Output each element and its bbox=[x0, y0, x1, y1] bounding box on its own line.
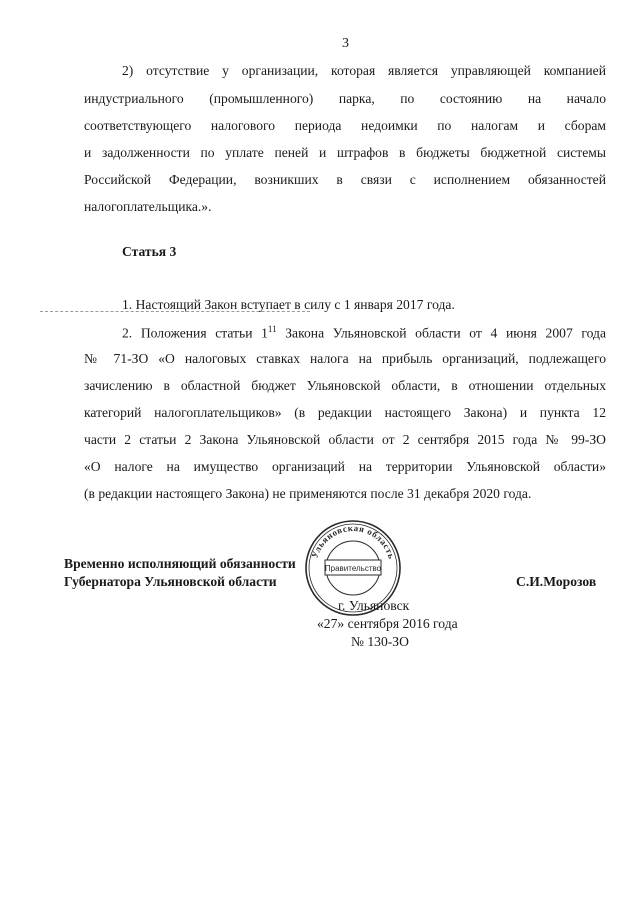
paragraph-line: соответствующего налогового периода недоимки по налогам и сборам bbox=[84, 118, 606, 133]
article-heading: Статья 3 bbox=[122, 244, 177, 259]
footer-number: № 130-ЗО bbox=[351, 634, 409, 649]
paragraph-line: и задолженности по уплате пеней и штрафов в бюджеты бюджетной системы bbox=[84, 145, 606, 160]
signature-title-line-2: Губернатора Ульяновской области bbox=[64, 574, 277, 589]
footer-city: г. Ульяновск bbox=[338, 598, 410, 613]
clause-2-line: «О налоге на имущество организаций на территории Ульяновской области» bbox=[84, 459, 606, 474]
clause-2-line: зачислению в областной бюджет Ульяновской области, в отношении отдельных bbox=[84, 378, 606, 393]
seal-outer-text: Ульяновская область bbox=[309, 522, 397, 561]
clause-1: 1. Настоящий Закон вступает в силу с 1 января 2017 года. bbox=[122, 297, 455, 312]
clause-2-line: категорий налогоплательщиков» (в редакции настоящего Закона) и пункта 12 bbox=[84, 405, 606, 420]
page-number: 3 bbox=[342, 36, 349, 51]
clause-2-first-post: Закона Ульяновской области от 4 июня 2007 года bbox=[276, 325, 606, 341]
clause-2-first-pre: 2. Положения статьи 1 bbox=[122, 325, 268, 341]
clause-2-line: части 2 статьи 2 Закона Ульяновской области от 2 сентября 2015 года № 99-ЗО bbox=[84, 432, 606, 447]
clause-2-line: № 71-ЗО «О налоговых ставках налога на прибыль организаций, подлежащего bbox=[84, 351, 606, 366]
paragraph-line: налогоплательщика.». bbox=[84, 199, 212, 214]
footer-date: «27» сентября 2016 года bbox=[317, 616, 458, 631]
clause-2-first-line bbox=[122, 325, 606, 340]
paragraph-line: индустриального (промышленного) парка, по состоянию на начало bbox=[84, 91, 606, 106]
paragraph-line: 2) отсутствие у организации, которая является управляющей компанией bbox=[122, 63, 606, 78]
signature-title-line-1: Временно исполняющий обязанности bbox=[64, 556, 296, 571]
signatory-name: С.И.Морозов bbox=[516, 574, 597, 589]
seal-center-text: Правительство bbox=[324, 564, 382, 573]
svg-text:Ульяновская область bbox=[309, 523, 396, 560]
article-superscript: 11 bbox=[267, 324, 277, 334]
clause-2-line: (в редакции настоящего Закона) не применяются после 31 декабря 2020 года. bbox=[84, 486, 532, 501]
paragraph-line: Российской Федерации, возникших в связи с исполнением обязанностей bbox=[84, 172, 606, 187]
